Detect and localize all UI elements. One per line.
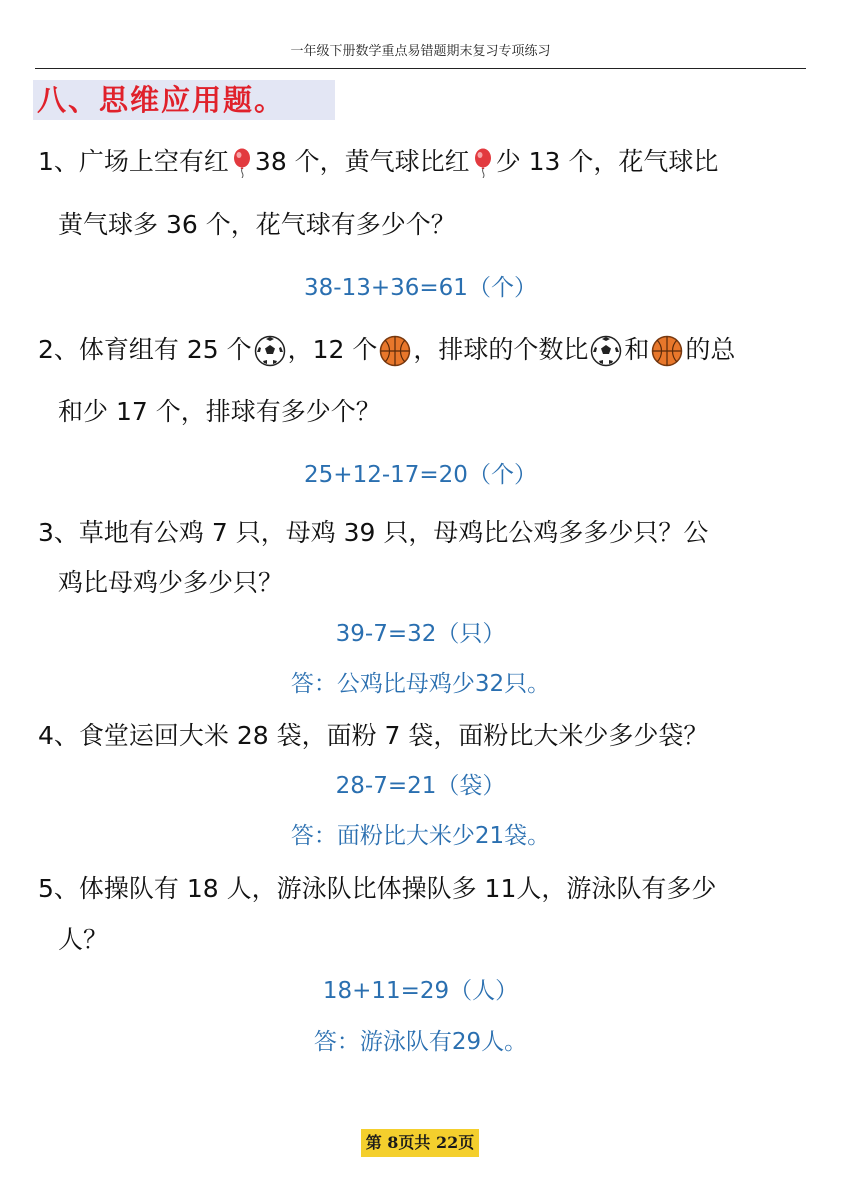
question-3-line-1: 3、草地有公鸡 7 只，母鸡 39 只，母鸡比公鸡多多少只？公 (38, 518, 709, 547)
question-2-line-2: 和少 17 个，排球有多少个？ (58, 397, 381, 426)
question-5-line-1: 5、体操队有 18 人，游泳队比体操队多 11人，游泳队有多少 (38, 874, 717, 903)
q1-text-part2: 38 个，黄气球比红 (254, 147, 470, 176)
basketball-icon (379, 335, 411, 367)
question-5-answer: 18+11=29（人） (322, 978, 519, 1004)
question-2-line-1 (38, 330, 818, 370)
soccer-ball-icon (590, 335, 622, 367)
question-1-line-1 (38, 142, 818, 182)
section-title: 八、思维应用题。 (33, 80, 335, 120)
q2-text-part1: 2、体育组有 25 个 (38, 335, 252, 364)
basketball-icon (651, 335, 683, 367)
q2-text-part4: 和 (624, 335, 650, 364)
q1-text-part1: 1、广场上空有红 (38, 147, 229, 176)
question-5-reply: 答：游泳队有29人。 (313, 1029, 528, 1055)
q2-text-part2: ，12 个 (287, 335, 378, 364)
red-balloon-icon (472, 148, 494, 178)
red-balloon-icon (231, 148, 253, 178)
q2-text-part3: ，排球的个数比 (413, 335, 589, 364)
page-header: 一年级下册数学重点易错题期末复习专项练习 (35, 42, 806, 69)
soccer-ball-icon (254, 335, 286, 367)
question-4-line-1: 4、食堂运回大米 28 袋，面粉 7 袋，面粉比大米少多少袋？ (38, 721, 709, 750)
question-2-answer: 25+12-17=20（个） (304, 462, 537, 488)
question-4-reply: 答：面粉比大米少21袋。 (290, 823, 551, 849)
question-5-line-2: 人？ (58, 925, 109, 954)
question-3-answer: 39-7=32（只） (335, 621, 506, 647)
q2-text-part5: 的总 (685, 335, 736, 364)
page-number: 第 8页共 22页 (361, 1129, 479, 1157)
question-1-answer: 38-13+36=61（个） (304, 275, 537, 301)
question-1-line-2: 黄气球多 36 个，花气球有多少个？ (58, 210, 456, 239)
question-4-answer: 28-7=21（袋） (335, 773, 506, 799)
q1-text-part3: 少 13 个，花气球比 (495, 147, 719, 176)
question-3-reply: 答：公鸡比母鸡少32只。 (290, 671, 551, 697)
question-3-line-2: 鸡比母鸡少多少只？ (58, 568, 284, 597)
